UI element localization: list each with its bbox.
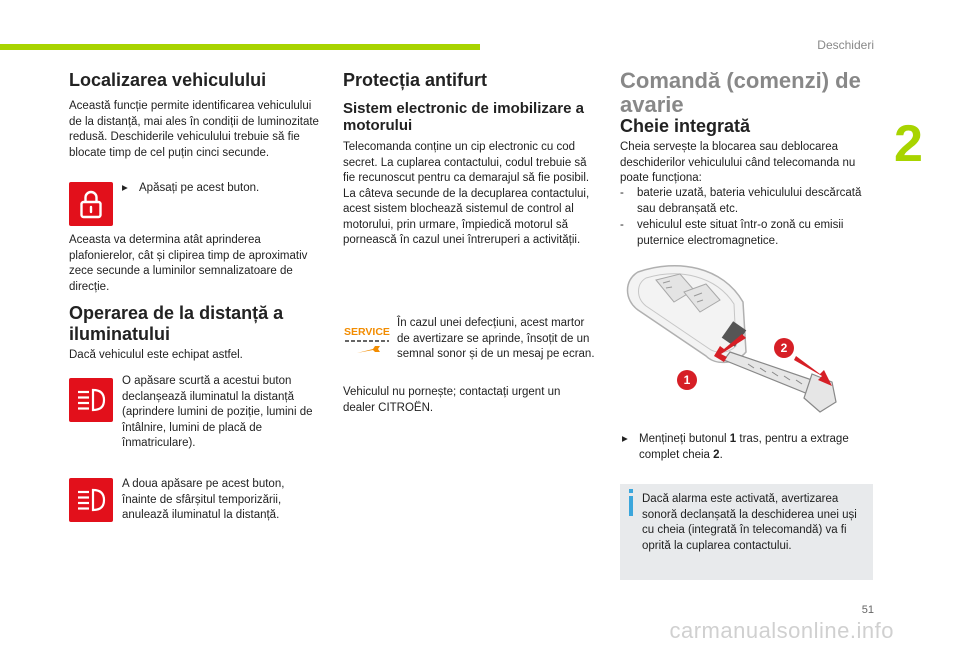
info-icon-dot [629, 489, 633, 493]
alarm-info-text: Dacă alarma este activată, avertizarea sonoră declanșată la deschiderea unei uși cu cheia (integrată în telecomandă) va fi oprită la cuplarea contactului. [642, 493, 857, 552]
dash-item-emissions-text: vehiculul este situat într-o zonă cu emisii puternice electromagnetice. [637, 219, 844, 247]
title-remote-lighting: Operarea de la distanță a iluminatului [69, 303, 284, 344]
remote-lighting-second-press-text: A doua apăsare pe acest buton, înainte de sfârșitul temporizării, anulează iluminatul la distanță. [122, 478, 285, 521]
dash-item-battery-text: baterie uzată, bateria vehiculului descărcată sau debranșată etc. [637, 187, 862, 215]
bullet-pull-button-text: Mențineți butonul 1 tras, pentru a extrage complet cheia 2. [639, 433, 849, 461]
lighting-button-icon-2 [69, 478, 113, 522]
header-accent-bar [0, 44, 480, 50]
bullet-press-lock-text: Apăsați pe acest buton. [139, 182, 260, 194]
immobiliser-text: Telecomanda conține un cip electronic cu cod secret. La cuplarea contactului, codul trebuie să fie recunoscut pentru ca demarajul să fie posibil. La câteva secunde de la decuplarea contactului, acest sistem blochează sistemul de control al motorului, prin urmare, împiedică motorul să pornească în cazul unei întreruperi a activității. [343, 141, 590, 246]
remote-lighting-short-press-text: O apăsare scurtă a acestui buton declanșează iluminatul la distanță (aprindere lumini de poziție, lumini de întâlnire, lumini de placă de înmatriculare). [122, 375, 313, 449]
info-icon-bar [629, 496, 633, 516]
service-warning-icon [343, 323, 391, 363]
subtitle-immobiliser: Sistem electronic de imobilizare a motorului [343, 100, 584, 134]
page-number: 51 [861, 604, 874, 616]
remote-lighting-condition: Dacă vehiculul este echipat astfel. [69, 349, 243, 361]
dash-mark: - [620, 219, 624, 231]
chapter-number: 2 [894, 115, 923, 173]
title-emergency-controls: Comandă (comenzi) de avarie [620, 68, 861, 117]
callout-2: 2 [774, 338, 794, 358]
key-extraction-illustration [618, 262, 868, 432]
locate-result-text: Aceasta va determina atât aprinderea plafonierelor, cât și clipirea timp de aproximativ zece secunde a luminilor semnalizatoare de direcție. [69, 234, 308, 293]
watermark: carmanualsonline.info [669, 618, 894, 643]
title-antitheft: Protecția antifurt [343, 70, 488, 90]
lighting-button-icon [69, 378, 113, 422]
section-label: Deschideri [817, 38, 874, 52]
subtitle-integrated-key: Cheie integrată [620, 116, 751, 136]
integrated-key-intro: Cheia servește la blocarea sau deblocarea deschiderilor vehiculului când telecomanda nu poate funcționa: [620, 141, 856, 184]
service-label: SERVICE [344, 326, 390, 338]
service-warning-text: În cazul unei defecțiuni, acest martor de avertizare se aprinde, însoțit de un semnal sonor și de un mesaj pe ecran. [397, 317, 595, 360]
callout-1: 1 [677, 370, 697, 390]
dash-mark: - [620, 187, 624, 199]
bullet-arrow-icon: ▸ [622, 433, 628, 445]
alarm-info-box [620, 484, 873, 580]
locate-intro-text: Această funcție permite identificarea vehiculului de la distanță, mai ales în condiții de luminozitate redusă. Deschiderile vehiculului trebuie să fie blocate timp de cel puțin cinci secunde. [69, 100, 319, 159]
title-locate-vehicle: Localizarea vehiculului [69, 70, 267, 90]
lock-button-icon [69, 182, 113, 226]
bullet-arrow-icon: ▸ [122, 182, 128, 194]
contact-dealer-text: Vehiculul nu pornește; contactați urgent un dealer CITROËN. [343, 386, 561, 414]
